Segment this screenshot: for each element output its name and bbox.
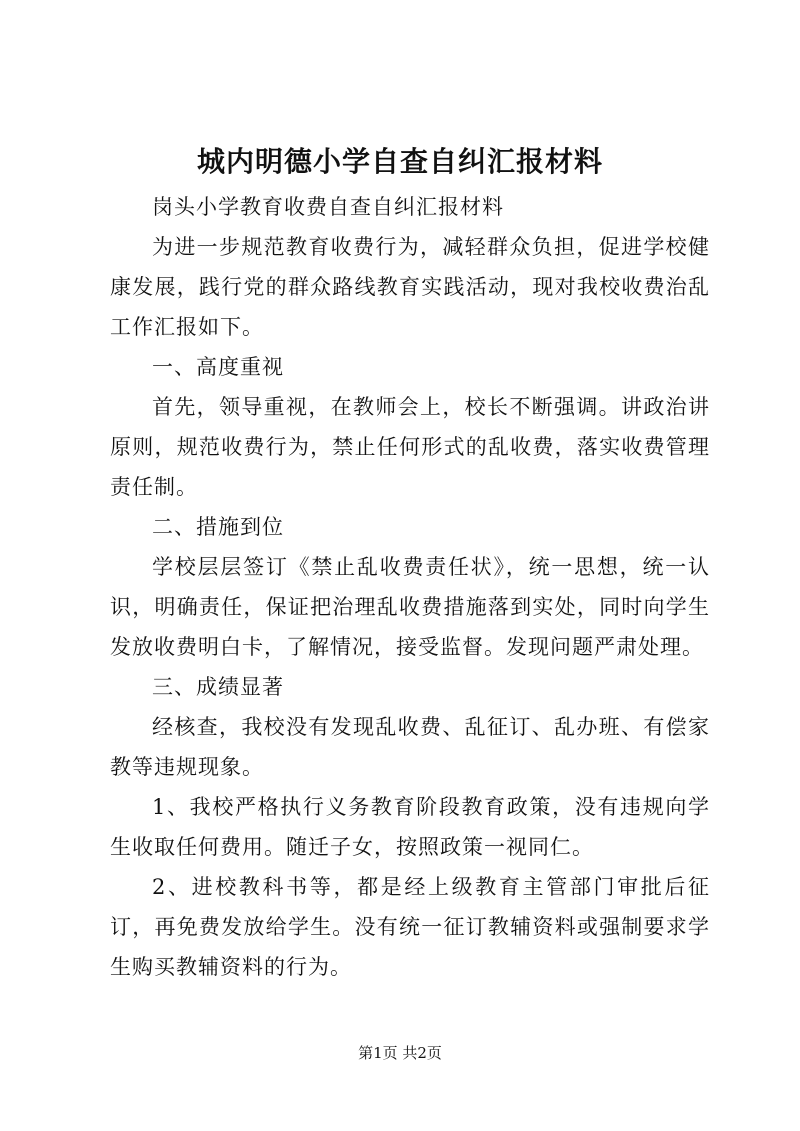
subtitle-paragraph: 岗头小学教育收费自查自纠汇报材料 (152, 195, 504, 219)
item-2-paragraph: 2、进校教科书等，都是经上级教育主管部门审批后征订，再免费发放给学生。没有统一征订教辅资料或强制要求学生购买教辅资料的行为。 (110, 875, 710, 979)
document-title: 城内明德小学自查自纠汇报材料 (196, 145, 603, 178)
item-1-paragraph: 1、我校严格执行义务教育阶段教育政策，没有违规向学生收取任何费用。随迁子女，按照政策一视同仁。 (110, 795, 710, 859)
section-heading-1: 一、高度重视 (152, 355, 284, 379)
page-number: 第1页 (358, 1044, 398, 1062)
document-body (110, 187, 710, 987)
section-2-paragraph: 学校层层签订《禁止乱收费责任状》，统一思想，统一认识，明确责任，保证把治理乱收费措施落到实处，同时向学生发放收费明白卡，了解情况，接受监督。发现问题严肃处理。 (110, 555, 710, 659)
section-1-paragraph: 首先，领导重视，在教师会上，校长不断强调。讲政治讲原则，规范收费行为，禁止任何形式的乱收费，落实收费管理责任制。 (110, 395, 710, 499)
page-footer (0, 1043, 800, 1063)
section-3-paragraph: 经核查，我校没有发现乱收费、乱征订、乱办班、有偿家教等违规现象。 (110, 715, 710, 779)
intro-paragraph: 为进一步规范教育收费行为，减轻群众负担，促进学校健康发展，践行党的群众路线教育实践活动，现对我校收费治乱工作汇报如下。 (110, 235, 710, 339)
section-heading-3: 三、成绩显著 (152, 675, 284, 699)
page-total: 共2页 (402, 1044, 442, 1062)
section-heading-2: 二、措施到位 (152, 515, 284, 539)
